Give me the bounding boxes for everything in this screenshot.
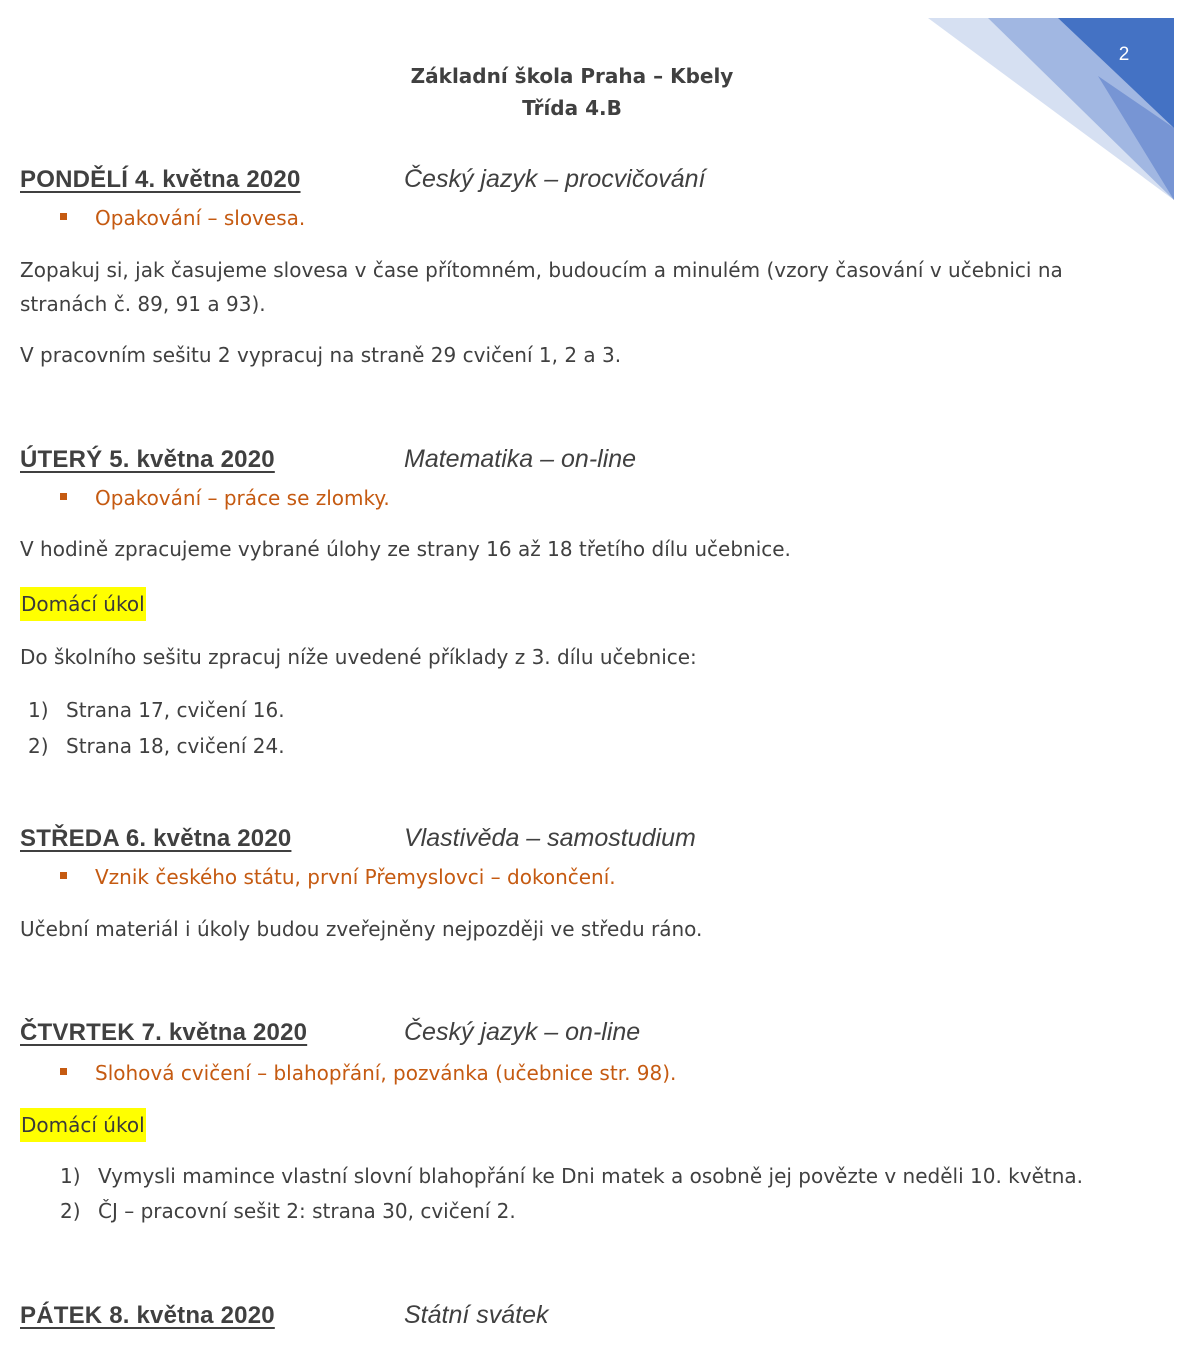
- instruction-wednesday-1: Učební materiál i úkoly budou zveřejněny nejpozději ve středu ráno.: [20, 917, 703, 941]
- topic-thursday: [60, 1061, 676, 1085]
- list-number: 2): [28, 734, 49, 758]
- list-item: [28, 734, 285, 758]
- list-number: 2): [60, 1199, 81, 1223]
- instruction-tuesday-2: Do školního sešitu zpracuj níže uvedené příklady z 3. dílu učebnice:: [20, 645, 697, 669]
- list-text: Strana 17, cvičení 16.: [66, 698, 285, 722]
- bullet-icon: [60, 1068, 67, 1075]
- list-text: Strana 18, cvičení 24.: [66, 734, 285, 758]
- topic-text: Opakování – slovesa.: [95, 206, 306, 230]
- instruction-monday-2: V pracovním sešitu 2 vypracuj na straně 29 cvičení 1, 2 a 3.: [20, 343, 622, 367]
- list-text: ČJ – pracovní sešit 2: strana 30, cvičení 2.: [98, 1199, 516, 1223]
- list-number: 1): [28, 698, 49, 722]
- list-number: 1): [60, 1164, 81, 1188]
- day-heading-thursday: ČTVRTEK 7. května 2020: [20, 1019, 308, 1046]
- topic-monday: [60, 206, 305, 230]
- subject-friday: Státní svátek: [404, 1301, 549, 1329]
- topic-text: Slohová cvičení – blahopřání, pozvánka (učebnice str. 98).: [95, 1061, 677, 1085]
- subject-thursday: Český jazyk – on-line: [404, 1018, 641, 1046]
- subject-wednesday: Vlastivěda – samostudium: [404, 824, 696, 852]
- subject-tuesday: Matematika – on-line: [404, 445, 637, 473]
- class-name: Třída 4.B: [522, 96, 622, 120]
- list-item: [60, 1199, 516, 1223]
- subject-monday: Český jazyk – procvičování: [404, 165, 706, 193]
- list-item: [60, 1164, 1083, 1188]
- list-item: [28, 698, 285, 722]
- bullet-icon: [60, 872, 67, 879]
- day-heading-monday: PONDĚLÍ 4. května 2020: [20, 166, 301, 193]
- topic-wednesday: [60, 865, 616, 889]
- page-number: 2: [1118, 44, 1130, 65]
- day-heading-tuesday: ÚTERÝ 5. května 2020: [20, 446, 275, 473]
- day-heading-friday: PÁTEK 8. května 2020: [20, 1302, 275, 1329]
- instruction-tuesday-1: V hodině zpracujeme vybrané úlohy ze strany 16 až 18 třetího dílu učebnice.: [20, 537, 791, 561]
- school-name: Základní škola Praha – Kbely: [410, 64, 734, 88]
- homework-label-thursday: Domácí úkol: [20, 1108, 146, 1142]
- topic-text: Opakování – práce se zlomky.: [95, 486, 390, 510]
- list-text: Vymysli mamince vlastní slovní blahopřání ke Dni matek a osobně jej povězte v neděli 10. května.: [98, 1164, 1084, 1188]
- day-heading-wednesday: STŘEDA 6. května 2020: [20, 825, 292, 852]
- homework-label-tuesday: Domácí úkol: [20, 587, 146, 621]
- bullet-icon: [60, 213, 67, 220]
- instruction-monday-1: Zopakuj si, jak časujeme slovesa v čase přítomném, budoucím a minulém (vzory časování v učebnici na stranách č. 89, 91 a 93).: [20, 258, 1063, 316]
- topic-text: Vznik českého státu, první Přemyslovci – dokončení.: [95, 865, 616, 889]
- corner-decoration: [928, 18, 1178, 208]
- topic-tuesday: [60, 486, 390, 510]
- bullet-icon: [60, 493, 67, 500]
